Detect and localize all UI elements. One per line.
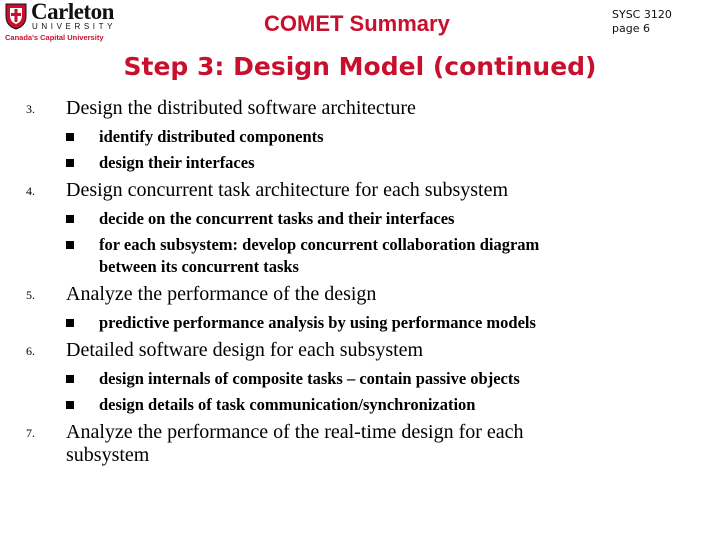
logo-university: UNIVERSITY [32, 22, 117, 31]
item-text: Design concurrent task architecture for each subsystem [66, 179, 509, 201]
item-number: 4. [26, 184, 35, 198]
course-info [612, 8, 672, 36]
sub-item-text: identify distributed components [99, 127, 324, 146]
item-text: Design the distributed software architecture [66, 97, 416, 119]
sub-item-text: between its concurrent tasks [99, 257, 299, 276]
logo-tagline: Canada's Capital University [5, 33, 104, 42]
header-title: COMET Summary [264, 11, 450, 36]
logo-name: Carleton [31, 0, 114, 24]
item-number: 5. [26, 288, 35, 302]
bullet-icon [66, 159, 74, 167]
sub-item-text: design details of task communication/synchronization [99, 395, 476, 414]
bullet-icon [66, 215, 74, 223]
item-text: Analyze the performance of the real-time design for each [66, 421, 524, 443]
carleton-logo [4, 0, 117, 42]
sub-item-text: for each subsystem: develop concurrent collaboration diagram [99, 235, 540, 254]
item-number: 3. [26, 102, 35, 116]
slide-title: Step 3: Design Model (continued) [123, 52, 597, 81]
item-text: Analyze the performance of the design [66, 283, 377, 305]
crest-icon [4, 2, 28, 30]
item-text-continued: subsystem [66, 444, 150, 466]
bullet-icon [66, 375, 74, 383]
bullet-icon [66, 241, 74, 249]
page-number: page 6 [612, 22, 650, 35]
sub-item-text: design their interfaces [99, 153, 255, 172]
sub-item-text: decide on the concurrent tasks and their interfaces [99, 209, 455, 228]
bullet-icon [66, 319, 74, 327]
sub-item-text: design internals of composite tasks – contain passive objects [99, 369, 520, 388]
bullet-icon [66, 401, 74, 409]
sub-item-text: predictive performance analysis by using performance models [99, 313, 536, 332]
item-number: 7. [26, 426, 35, 440]
bullet-icon [66, 133, 74, 141]
item-number: 6. [26, 344, 35, 358]
course-code: SYSC 3120 [612, 8, 672, 21]
item-text: Detailed software design for each subsystem [66, 339, 424, 361]
